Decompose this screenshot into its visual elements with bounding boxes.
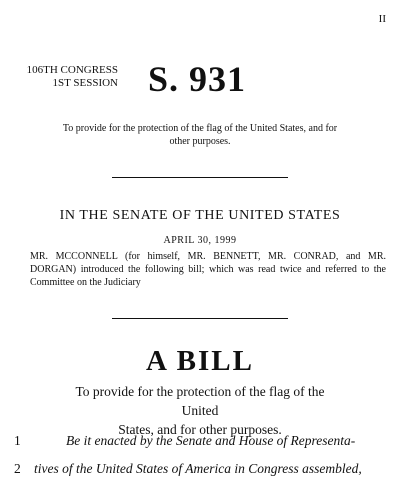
- line-number: 2: [14, 461, 21, 476]
- bill-title: [60, 382, 340, 439]
- purpose-summary-line-1: To provide for the protection of the flag of the United States, and for: [62, 123, 338, 134]
- enacting-clause-line-1: Be it enacted by the Senate and House of Representa-: [66, 433, 356, 448]
- bill-number: S. 931: [148, 59, 247, 99]
- calendar-mark: II: [378, 13, 386, 25]
- introduction-date: APRIL 30, 1999: [163, 235, 237, 246]
- line-number: 1: [14, 433, 21, 448]
- bill-heading: A BILL: [146, 345, 254, 377]
- chamber-heading: IN THE SENATE OF THE UNITED STATES: [59, 208, 341, 223]
- introduction-statement: MR. MCCONNELL (for himself, MR. BENNETT, MR. CONRAD, and MR. DORGAN) introduced the following bill; which was read twice and referred to the Committee on the Judiciary: [30, 251, 386, 288]
- purpose-summary: [30, 122, 370, 148]
- enacting-clause-line-2: tives of the United States of America in Congress assembled,: [34, 461, 362, 476]
- congress-session-block: [24, 64, 118, 90]
- bill-title-line-2: States, and for other purposes.: [118, 422, 282, 437]
- divider-rule-bottom: [112, 318, 288, 319]
- purpose-summary-line-2: other purposes.: [169, 136, 231, 147]
- divider-rule-top: [112, 177, 288, 178]
- congress-label: 106TH CONGRESS: [26, 64, 118, 76]
- session-label: 1ST SESSION: [52, 77, 118, 89]
- bill-title-line-1: To provide for the protection of the flag of the United: [75, 384, 325, 418]
